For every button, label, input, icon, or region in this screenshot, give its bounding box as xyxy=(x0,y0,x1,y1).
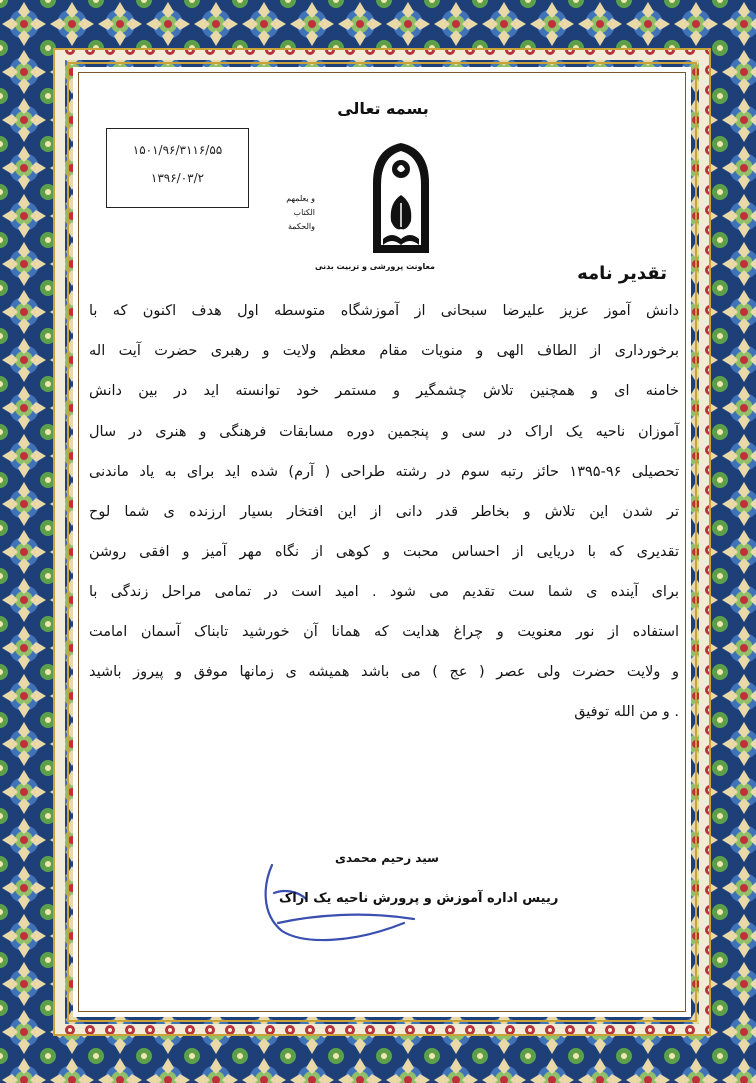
body-line-5: تحصیلی ۹۶-۱۳۹۵ حائز رتبه سوم در رشته طراحی ( آرم) شده اید برای به یاد ماندنی xyxy=(89,464,680,480)
signer-position: رییس اداره آموزش و پرورش ناحیه یک اراک xyxy=(279,891,559,906)
signer-name: سید رحیم محمدی xyxy=(335,851,439,865)
logo-calligraphy-line1: و يعلمهم xyxy=(286,194,315,203)
certificate-page xyxy=(78,72,686,1012)
body-line-3: خامنه ای و همچنین تلاش چشمگیر و مستمر خود توانسته اید در بین دانش xyxy=(89,383,679,399)
body-line-1: دانش آموز عزیز علیرضا سبحانی از آموزشگاه متوسطه اول هدف اکنون که با xyxy=(89,303,679,319)
certificate-title: تقدیر نامه xyxy=(577,263,667,284)
reference-number: ۱۵۰۱/۹۶/۳۱۱۶/۵۵ xyxy=(132,143,223,157)
body-line-2: برخورداری از الطاف الهی و منویات مقام معظم ولایت و رهبری حضرت آیت اله xyxy=(89,343,679,359)
body-line-7: تقدیری که با دریایی از احساس محبت و کوهی از نگاه مهر آمیز و افقی روشن xyxy=(89,544,679,560)
body-line-9: استفاده از نور معنویت و چراغ هدایت که همانا آن خورشید تابناک آسمان امامت xyxy=(89,624,679,640)
logo-calligraphy-line2: الكتاب xyxy=(293,208,315,217)
ministry-logo xyxy=(286,143,441,275)
logo-org-name: معاونت پرورشی و تربیت بدنی xyxy=(315,262,435,271)
body-line-4: آموزان ناحیه یک اراک در سی و پنجمین دوره مسابقات فرهنگی و هنری در سال xyxy=(89,424,679,440)
body-line-11: . و من الله توفیق xyxy=(574,704,679,720)
body-line-10: و ولایت حضرت ولی عصر ( عج ) می باشد همیشه ی زمانها موفق و پیروز باشید xyxy=(89,664,679,680)
body-line-6: تر شدن این تلاش و بخاطر قدر دانی از این افتخار بسیار ارزنده ی شما لوح xyxy=(89,504,679,520)
reference-box xyxy=(106,128,249,208)
logo-calligraphy-line3: والحكمة xyxy=(287,222,315,231)
basmala-heading: بسمه تعالی xyxy=(337,99,429,118)
reference-date: ۱۳۹۶/۰۳/۲ xyxy=(150,171,205,185)
body-line-8: برای آینده ی شما ست تقدیم می شود . امید است در تمامی مراحل زندگی با xyxy=(89,584,679,600)
logo-emblem-icon xyxy=(286,143,441,275)
